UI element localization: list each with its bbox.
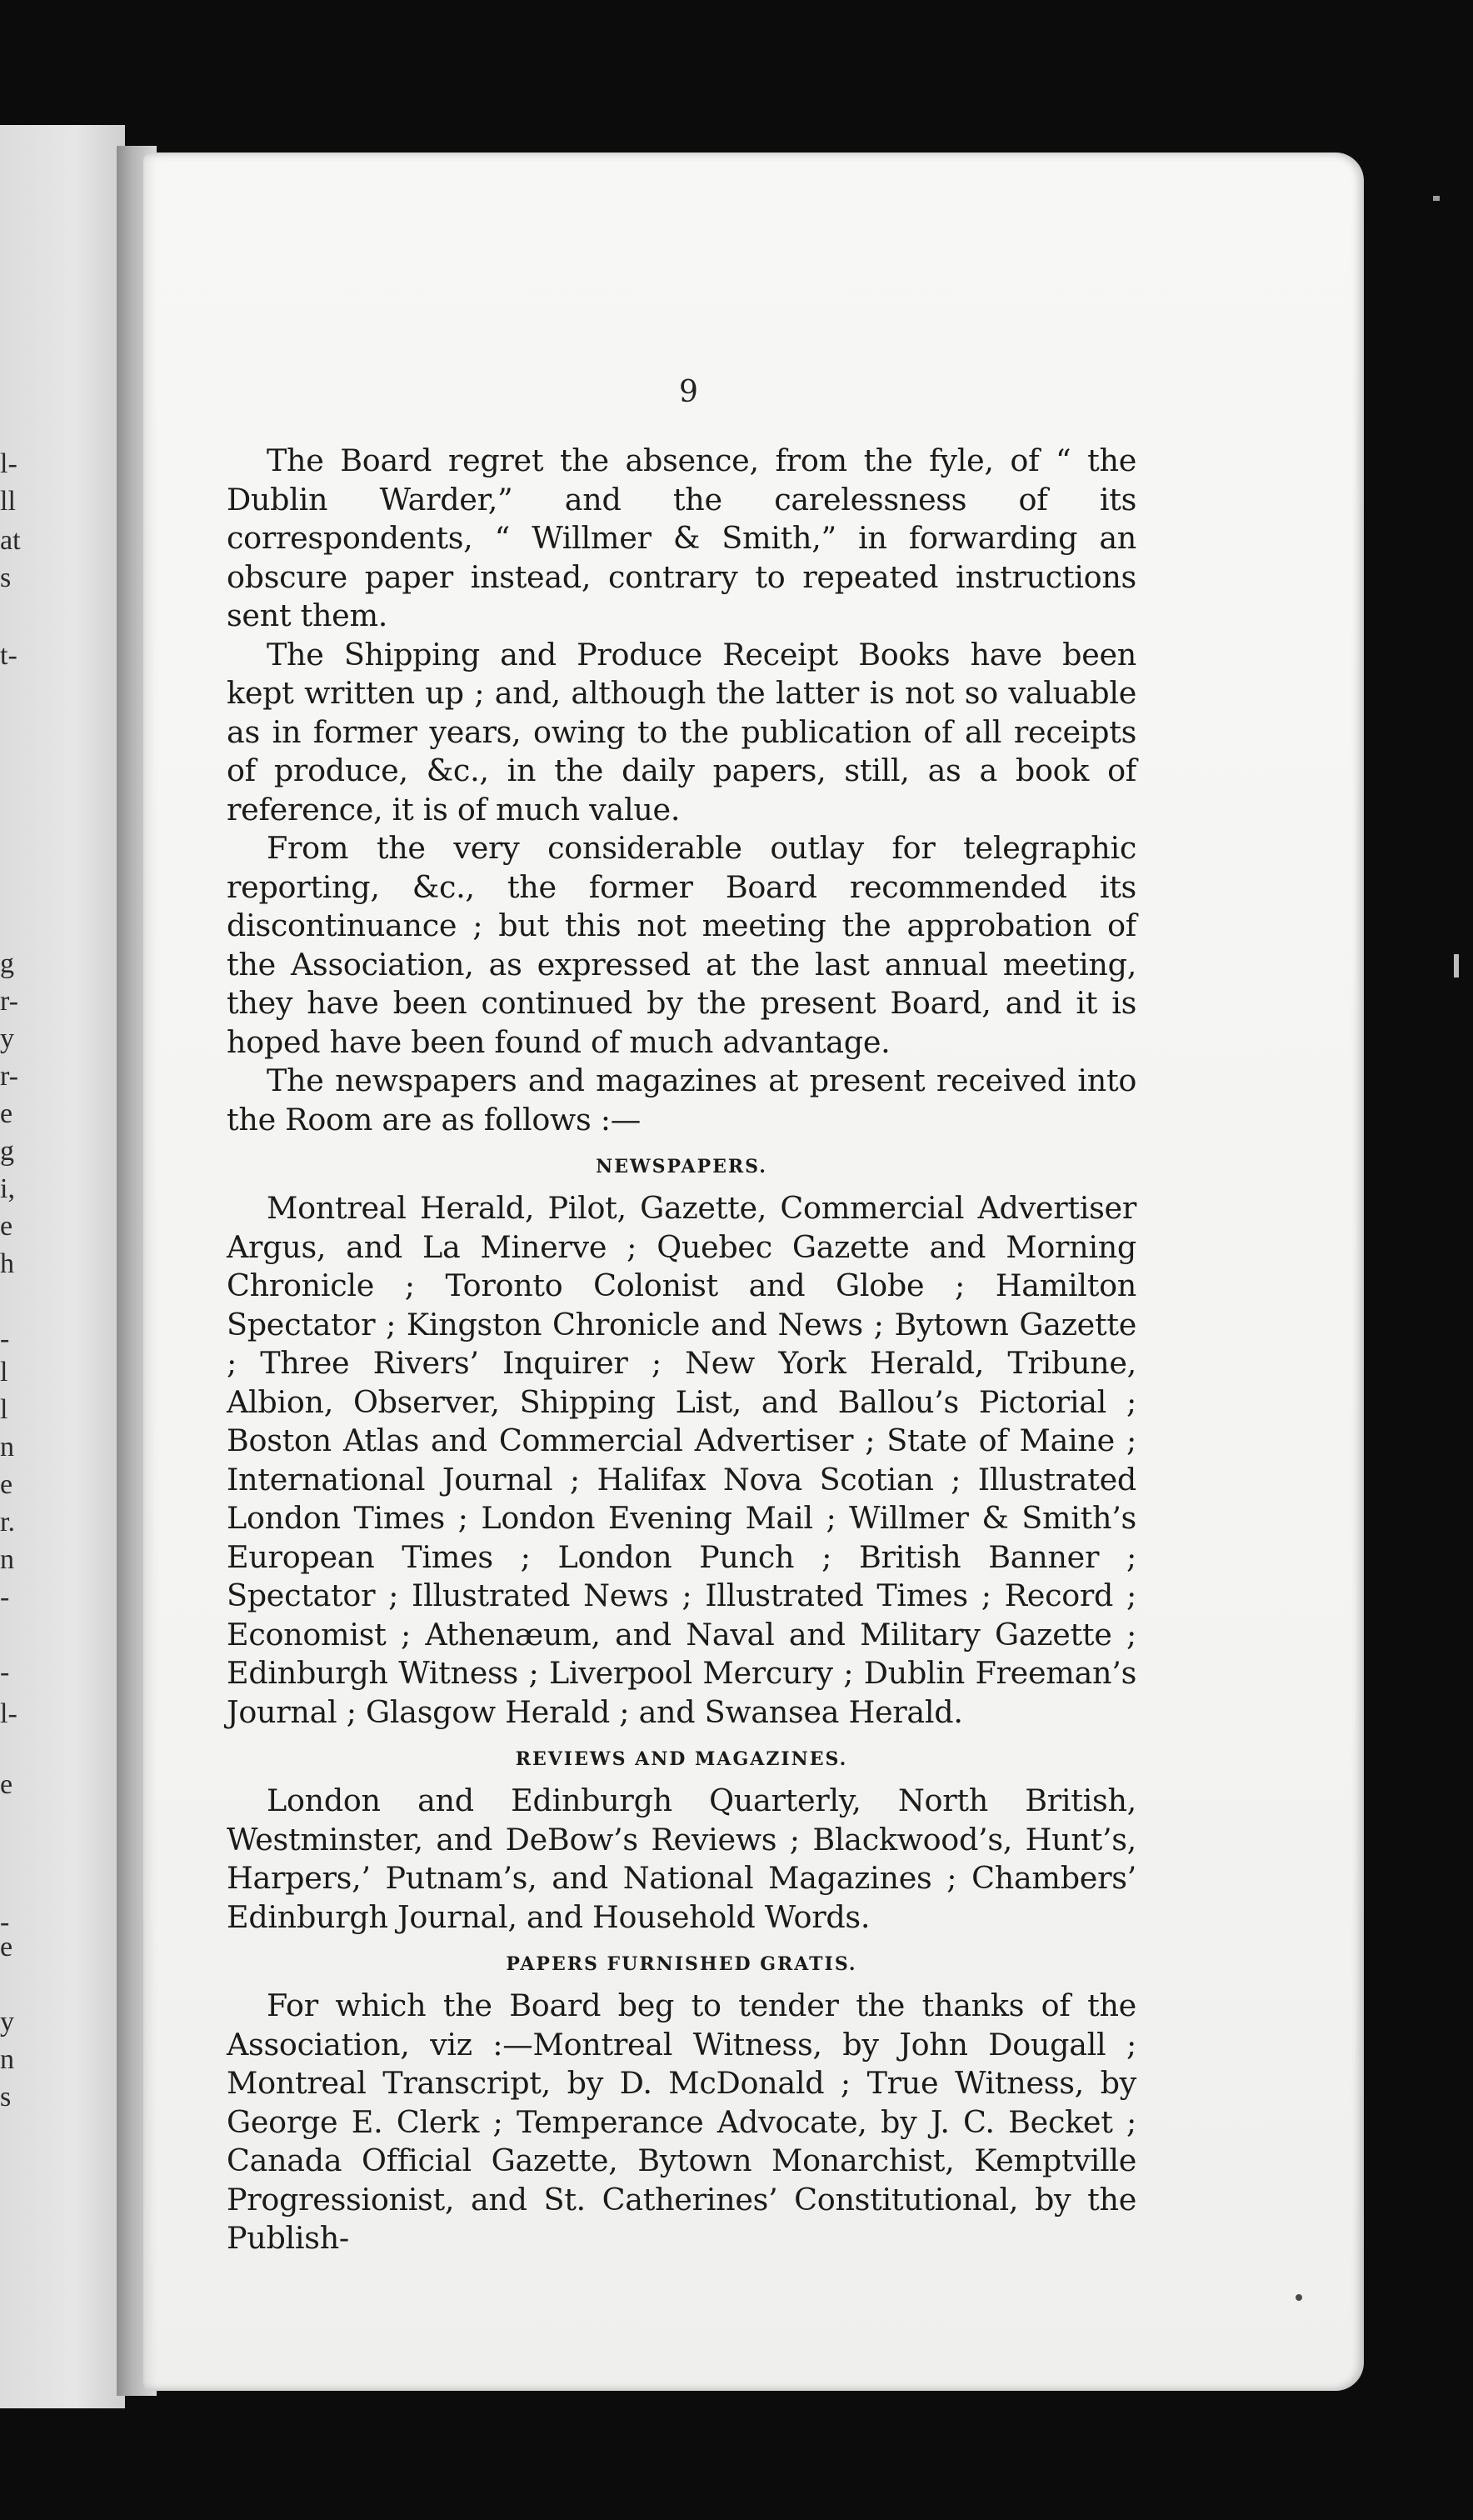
fragment: n — [0, 1432, 14, 1462]
fragment: e — [0, 1098, 13, 1129]
scan-mark — [1433, 196, 1440, 201]
fragment: at — [0, 525, 21, 556]
scan-mark — [1296, 2294, 1302, 2301]
fragment: l — [0, 1394, 8, 1425]
fragment: - — [0, 1657, 10, 1688]
fragment: r. — [0, 1507, 15, 1538]
fragment: s — [0, 562, 12, 593]
section-text: London and Edinburgh Quarterly, North British, Westminster, and DeBow’s Reviews ; Blackwood’s, Hunt’s, Harpers,’ Putnam’s, and National Magazines ; Chambers’ Edinburgh Journal, and Household Words. — [227, 1782, 1136, 1935]
fragment: e — [0, 1769, 13, 1800]
fragment: e — [0, 1469, 13, 1500]
fragment: - — [0, 1582, 10, 1612]
fragment: - — [0, 1323, 10, 1354]
fragment: t- — [0, 640, 17, 671]
fragment: l — [0, 1357, 8, 1388]
fragment: n — [0, 1544, 14, 1575]
fragment: y — [0, 1023, 14, 1054]
fragment: e — [0, 1932, 13, 1962]
fragment: r- — [0, 1061, 18, 1092]
fragment: l- — [0, 448, 17, 479]
section-text: For which the Board beg to tender the thanks of the Association, viz :—Montreal Witness, by John Dougall ; Montreal Transcript, by D. McDonald ; True Witness, by George E. Clerk ; Temperance Advocate, by J. C. Becket ; Canada Official Gazette, Bytown Monarchist, Kemptville Progressionist, and St. Catherines’ Constitutional, by the Publish- — [227, 1988, 1136, 2256]
paragraph: The newspapers and magazines at present received into the Room are as follows :— — [227, 1062, 1136, 1138]
fragment: y — [0, 2007, 14, 2038]
fragment: e — [0, 1211, 13, 1242]
section-heading: REVIEWS AND MAGAZINES. — [515, 1748, 848, 1770]
fragment: ll — [0, 486, 16, 517]
fragment: r- — [0, 986, 18, 1017]
fragment: l- — [0, 1698, 17, 1729]
section-heading: NEWSPAPERS. — [596, 1156, 767, 1178]
fragment: g — [0, 1136, 14, 1167]
fragment: h — [0, 1248, 14, 1279]
fragment: n — [0, 2044, 14, 2075]
facing-page-text-fragments — [0, 0, 33, 2520]
page-body — [227, 442, 1136, 2258]
section-heading: PAPERS FURNISHED GRATIS. — [506, 1953, 857, 1975]
fragment: s — [0, 2082, 12, 2112]
section-text: Montreal Herald, Pilot, Gazette, Commercial Advertiser Argus, and La Minerve ; Quebec Gazette and Morning Chronicle ; Toronto Colonist and Globe ; Hamilton Spectator ; Kingston Chronicle and News ; Bytown Gazette ; Three Rivers’ Inquirer ; New York Herald, Tribune, Albion, Observer, Shipping List, and Ballou’s Pictorial ; Boston Atlas and Commercial Advertiser ; State of Maine ; International Journal ; Halifax Nova Scotian ; Illustrated London Times ; London Evening Mail ; Willmer & Smith’s European Times ; London Punch ; British Banner ; Spectator ; Illustrated News ; Illustrated Times ; Record ; Economist ; Athenæum, and Naval and Military Gazette ; Edinburgh Witness ; Liverpool Mercury ; Dublin Freeman’s Journal ; Glasgow Herald ; and Swansea Herald. — [227, 1190, 1136, 1730]
fragment: i, — [0, 1173, 15, 1204]
fragment: g — [0, 948, 14, 979]
paragraph: The Board regret the absence, from the fyle, of “ the Dublin Warder,” and the carelessness of its correspondents, “ Willmer & Smith,” in forwarding an obscure paper instead, contrary to repeated instructions sent them. — [227, 442, 1136, 633]
paragraph: The Shipping and Produce Receipt Books have been kept written up ; and, although the latter is not so valuable as in former years, owing to the publication of all receipts of produce, &c., in the daily papers, still, as a book of reference, it is of much value. — [227, 636, 1136, 828]
scan-mark — [1454, 954, 1459, 978]
paragraph: From the very considerable outlay for telegraphic reporting, &c., the former Board recommended its discontinuance ; but this not meeting the approbation of the Association, as expressed at the last annual meeting, they have been continued by the present Board, and it is hoped have been found of much advantage. — [227, 830, 1136, 1060]
page-number: 9 — [679, 375, 698, 409]
fragment: - — [0, 1907, 10, 1938]
